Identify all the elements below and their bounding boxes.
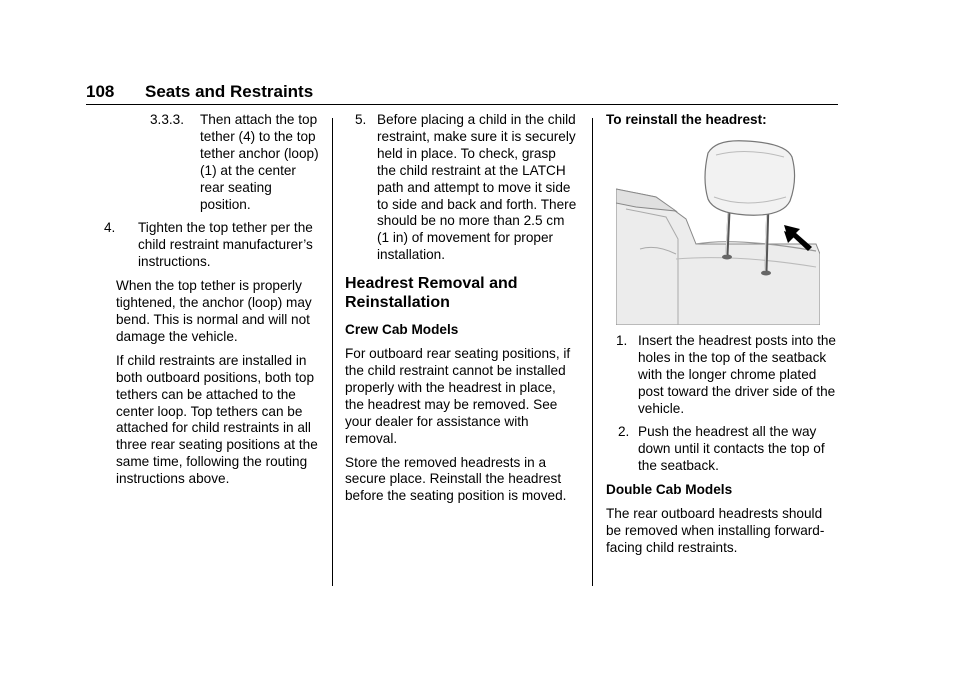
step-number: 3.3.3.: [150, 112, 185, 127]
step-text: Insert the headrest posts into the holes in the top of the seatback with the longer chrome plated post toward the driver side of the vehicle.: [638, 332, 836, 416]
column-divider: [332, 118, 333, 586]
column-2: [345, 112, 577, 512]
step-5: [345, 112, 577, 264]
paragraph: The rear outboard headrests should be removed when installing forward-facing child restraints.: [606, 506, 825, 555]
paragraph: Store the removed headrests in a secure place. Reinstall the headrest before the seating position is moved.: [345, 454, 567, 504]
substep-3-3-3: [116, 112, 322, 213]
step-text: Push the headrest all the way down until it contacts the top of the seatback.: [638, 424, 825, 474]
step-number: 5.: [355, 112, 367, 127]
column-3: [606, 112, 838, 564]
headrest-icon: [616, 139, 820, 325]
subheading: Crew Cab Models: [345, 322, 459, 338]
step-number: 2.: [618, 424, 630, 440]
subheading: To reinstall the headrest:: [606, 112, 767, 127]
step-text: Tighten the top tether per the child restraint manufacturer’s instructions.: [138, 220, 313, 270]
step-number: 1.: [616, 332, 628, 348]
step-2: [606, 424, 838, 475]
section-heading: Headrest Removal and Reinstallation: [345, 275, 518, 312]
header-rule: [86, 104, 838, 105]
section-title: Seats and Restraints: [145, 82, 314, 101]
paragraph: When the top tether is properly tightened, the anchor (loop) may bend. This is normal and will not damage the vehicle.: [116, 278, 312, 344]
column-divider: [592, 118, 593, 586]
headrest-install-illustration: [616, 139, 820, 325]
step-number: 4.: [104, 220, 116, 236]
subheading: Double Cab Models: [606, 482, 733, 498]
page-header: [86, 82, 838, 106]
step-text: Before placing a child in the child restraint, make sure it is securely held in place. To check, grasp the child restraint at the LATCH path and attempt to move it side to side and back and forth. There should be no more than 2.5 cm (1 in) of movement for proper installation.: [377, 112, 577, 263]
paragraph: For outboard rear seating positions, if the child restraint cannot be installed properly with the headrest in place, the headrest may be removed. See your dealer for assistance with removal.: [345, 346, 571, 446]
step-1: [606, 333, 838, 418]
paragraph: If child restraints are installed in both outboard positions, both top tethers can be attached to the center loop. Top tethers can be attached for child restraints in all three rear seating positions at the same time, following the routing instructions above.: [116, 352, 318, 487]
step-4: [104, 220, 322, 271]
column-1: [104, 112, 322, 495]
step-text: Then attach the top tether (4) to the top tether anchor (loop) (1) at the center rear seating position.: [200, 112, 319, 212]
page-number: 108: [86, 82, 115, 101]
